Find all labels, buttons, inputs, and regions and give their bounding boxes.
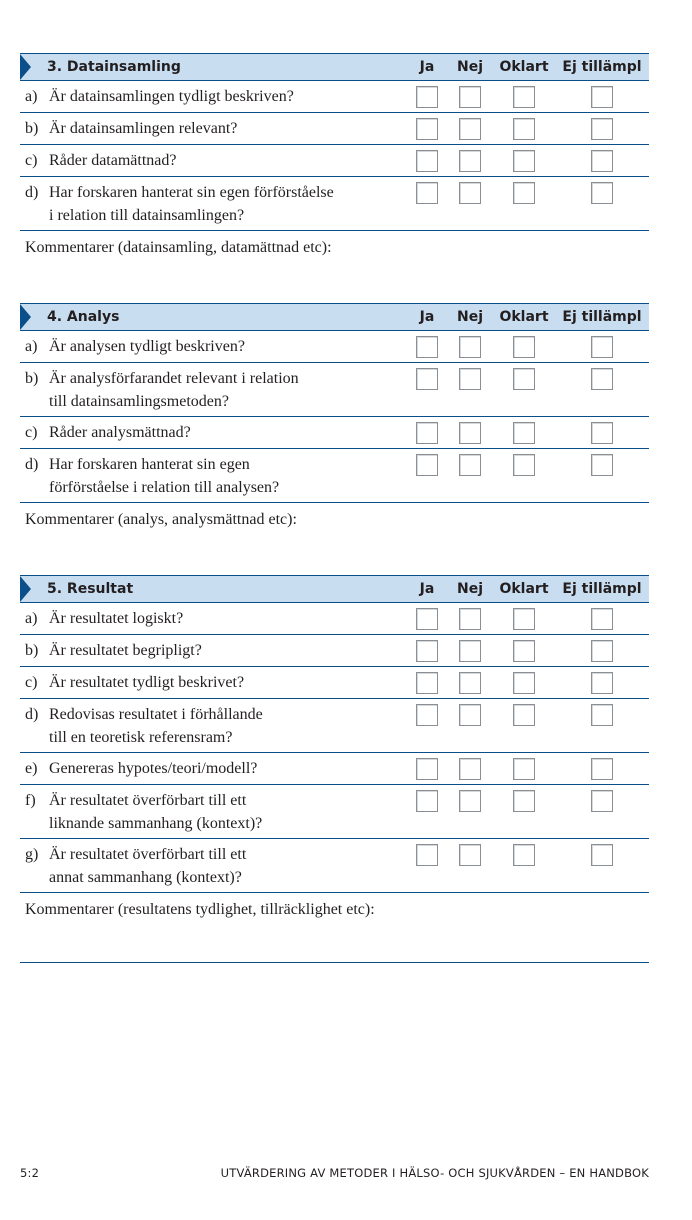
checkbox-oklart[interactable]	[513, 608, 535, 630]
column-header: Nej	[456, 581, 484, 597]
checkbox-nej[interactable]	[459, 454, 481, 476]
question-letter: c)	[25, 152, 38, 169]
checkbox-nej[interactable]	[459, 336, 481, 358]
section-header	[20, 575, 649, 603]
checkbox-oklart[interactable]	[513, 336, 535, 358]
question-text-line: Redovisas resultatet i förhållande	[49, 706, 263, 723]
checkbox-ej-tillampl[interactable]	[591, 704, 613, 726]
checkbox-oklart[interactable]	[513, 454, 535, 476]
question-text	[49, 453, 279, 499]
checkbox-oklart[interactable]	[513, 758, 535, 780]
question-text-line: Är resultatet logiskt?	[49, 610, 184, 627]
checkbox-nej[interactable]	[459, 368, 481, 390]
question-text	[49, 703, 263, 749]
question-text	[49, 757, 257, 780]
question-text-line: förförståelse i relation till analysen?	[49, 479, 280, 496]
checkbox-nej[interactable]	[459, 758, 481, 780]
column-header: Ej tillämpl	[562, 309, 642, 325]
question-row	[20, 603, 649, 635]
bottom-divider	[20, 962, 649, 963]
question-text-line: Genereras hypotes/teori/modell?	[49, 760, 258, 777]
checkbox-ja[interactable]	[416, 182, 438, 204]
question-letter: b)	[25, 642, 39, 659]
checkbox-ja[interactable]	[416, 368, 438, 390]
question-text	[49, 367, 299, 413]
question-text	[49, 117, 237, 140]
question-row	[20, 177, 649, 231]
checkbox-oklart[interactable]	[513, 86, 535, 108]
checkbox-nej[interactable]	[459, 790, 481, 812]
question-text	[49, 607, 183, 630]
checkbox-nej[interactable]	[459, 844, 481, 866]
question-text-line: Är resultatet överförbart till ett	[49, 846, 247, 863]
question-text-line: Har forskaren hanterat sin egen	[49, 456, 250, 473]
question-row	[20, 331, 649, 363]
question-letter: b)	[25, 120, 39, 137]
checkbox-nej[interactable]	[459, 608, 481, 630]
checkbox-oklart[interactable]	[513, 182, 535, 204]
column-header: Oklart	[499, 59, 549, 75]
checkbox-ej-tillampl[interactable]	[591, 368, 613, 390]
question-text-line: Är analysförfarandet relevant i relation	[49, 370, 299, 387]
question-text-line: till datainsamlingsmetoden?	[49, 393, 229, 410]
question-text	[49, 843, 246, 889]
question-text-line: Är datainsamlingen tydligt beskriven?	[49, 88, 294, 105]
question-letter: a)	[25, 338, 38, 355]
question-text-line: Är resultatet överförbart till ett	[49, 792, 247, 809]
checkbox-ej-tillampl[interactable]	[591, 150, 613, 172]
checkbox-ej-tillampl[interactable]	[591, 608, 613, 630]
section-title: 3. Datainsamling	[47, 59, 181, 75]
checkbox-ja[interactable]	[416, 118, 438, 140]
comments-label: Kommentarer (analys, analysmättnad etc):	[25, 511, 297, 528]
checkbox-oklart[interactable]	[513, 422, 535, 444]
checkbox-ej-tillampl[interactable]	[591, 336, 613, 358]
question-text	[49, 149, 177, 172]
checkbox-ej-tillampl[interactable]	[591, 790, 613, 812]
question-row	[20, 113, 649, 145]
checkbox-ej-tillampl[interactable]	[591, 672, 613, 694]
column-header: Ja	[419, 59, 435, 75]
checkbox-ej-tillampl[interactable]	[591, 758, 613, 780]
checkbox-oklart[interactable]	[513, 150, 535, 172]
question-letter: c)	[25, 424, 38, 441]
section-4	[20, 303, 649, 531]
checkbox-ja[interactable]	[416, 86, 438, 108]
question-text	[49, 335, 245, 358]
column-header: Nej	[456, 59, 484, 75]
checkbox-ja[interactable]	[416, 758, 438, 780]
checkbox-oklart[interactable]	[513, 704, 535, 726]
column-header: Oklart	[499, 581, 549, 597]
question-text-line: Är analysen tydligt beskriven?	[49, 338, 245, 355]
question-row	[20, 785, 649, 839]
question-text-line: Råder datamättnad?	[49, 152, 177, 169]
column-header: Ej tillämpl	[562, 59, 642, 75]
checkbox-nej[interactable]	[459, 86, 481, 108]
question-letter: d)	[25, 456, 39, 473]
book-title: UTVÄRDERING AV METODER I HÄLSO- OCH SJUKVÅRDEN – EN HANDBOK	[220, 1166, 649, 1180]
checkbox-oklart[interactable]	[513, 672, 535, 694]
checkbox-nej[interactable]	[459, 182, 481, 204]
question-letter: d)	[25, 184, 39, 201]
question-text-line: Har forskaren hanterat sin egen förförståelse	[49, 184, 334, 201]
question-letter: b)	[25, 370, 39, 387]
checkbox-oklart[interactable]	[513, 118, 535, 140]
question-letter: e)	[25, 760, 38, 777]
checkbox-nej[interactable]	[459, 422, 481, 444]
question-text	[49, 85, 294, 108]
section-header	[20, 303, 649, 331]
section-5	[20, 575, 649, 921]
question-letter: c)	[25, 674, 38, 691]
question-text	[49, 181, 334, 227]
checkbox-ja[interactable]	[416, 672, 438, 694]
question-row	[20, 839, 649, 893]
checkbox-ja[interactable]	[416, 790, 438, 812]
section-3	[20, 53, 649, 259]
column-header: Ja	[419, 309, 435, 325]
question-text-line: Råder analysmättnad?	[49, 424, 191, 441]
checkbox-ja[interactable]	[416, 454, 438, 476]
question-text-line: till en teoretisk referensram?	[49, 729, 233, 746]
section-title: 4. Analys	[47, 309, 120, 325]
question-text-line: annat sammanhang (kontext)?	[49, 869, 242, 886]
column-header: Nej	[456, 309, 484, 325]
column-header: Ej tillämpl	[562, 581, 642, 597]
section-title: 5. Resultat	[47, 581, 134, 597]
question-letter: d)	[25, 706, 39, 723]
checkbox-oklart[interactable]	[513, 790, 535, 812]
checkbox-oklart[interactable]	[513, 368, 535, 390]
checkbox-ej-tillampl[interactable]	[591, 640, 613, 662]
page-number: 5:2	[20, 1166, 40, 1180]
question-text-line: Är resultatet tydligt beskrivet?	[49, 674, 245, 691]
checkbox-oklart[interactable]	[513, 640, 535, 662]
checkbox-ja[interactable]	[416, 150, 438, 172]
checkbox-ja[interactable]	[416, 336, 438, 358]
checkbox-ej-tillampl[interactable]	[591, 118, 613, 140]
question-letter: g)	[25, 846, 39, 863]
question-row	[20, 417, 649, 449]
question-text-line: Är resultatet begripligt?	[49, 642, 202, 659]
section-arrow-icon	[20, 304, 31, 330]
checkbox-nej[interactable]	[459, 704, 481, 726]
question-row	[20, 699, 649, 753]
question-row	[20, 635, 649, 667]
question-row	[20, 145, 649, 177]
column-header: Ja	[419, 581, 435, 597]
comments-label: Kommentarer (datainsamling, datamättnad etc):	[25, 239, 332, 256]
question-text-line: Är datainsamlingen relevant?	[49, 120, 238, 137]
question-row	[20, 449, 649, 503]
checkbox-ja[interactable]	[416, 608, 438, 630]
checkbox-ej-tillampl[interactable]	[591, 844, 613, 866]
section-arrow-icon	[20, 576, 31, 602]
question-letter: a)	[25, 88, 38, 105]
section-arrow-icon	[20, 54, 31, 80]
checkbox-oklart[interactable]	[513, 844, 535, 866]
question-text	[49, 421, 191, 444]
checkbox-nej[interactable]	[459, 672, 481, 694]
question-row	[20, 753, 649, 785]
checkbox-ja[interactable]	[416, 640, 438, 662]
question-text-line: i relation till datainsamlingen?	[49, 207, 245, 224]
comments-label: Kommentarer (resultatens tydlighet, tillräcklighet etc):	[25, 901, 375, 918]
question-text	[49, 789, 262, 835]
checkbox-ej-tillampl[interactable]	[591, 422, 613, 444]
section-header	[20, 53, 649, 81]
checkbox-ej-tillampl[interactable]	[591, 454, 613, 476]
checkbox-ja[interactable]	[416, 844, 438, 866]
question-text	[49, 639, 202, 662]
question-row	[20, 363, 649, 417]
question-letter: a)	[25, 610, 38, 627]
checkbox-ej-tillampl[interactable]	[591, 182, 613, 204]
question-text-line: liknande sammanhang (kontext)?	[49, 815, 263, 832]
checkbox-ej-tillampl[interactable]	[591, 86, 613, 108]
question-letter: f)	[25, 792, 36, 809]
checkbox-ja[interactable]	[416, 704, 438, 726]
checkbox-nej[interactable]	[459, 150, 481, 172]
question-row	[20, 81, 649, 113]
question-row	[20, 667, 649, 699]
checkbox-ja[interactable]	[416, 422, 438, 444]
checkbox-nej[interactable]	[459, 640, 481, 662]
question-text	[49, 671, 244, 694]
column-header: Oklart	[499, 309, 549, 325]
checkbox-nej[interactable]	[459, 118, 481, 140]
